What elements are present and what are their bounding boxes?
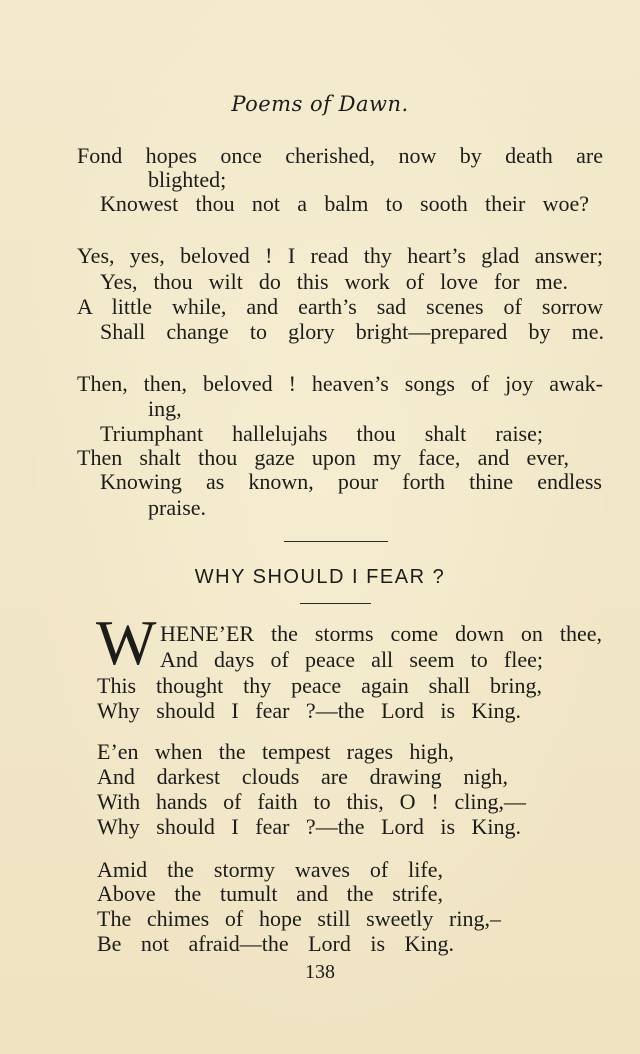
verse-line: With hands of faith to this, O ! cling,— bbox=[97, 789, 526, 814]
verse-line: praise. bbox=[148, 495, 207, 520]
title-rule bbox=[300, 603, 371, 604]
verse-line: Yes, yes, beloved ! I read thy heart’s glad answer; bbox=[77, 243, 603, 268]
verse-line: Be not afraid—the Lord is King. bbox=[97, 931, 454, 956]
verse-line: Yes, thou wilt do this work of love for me. bbox=[100, 269, 568, 294]
verse-line: Then shalt thou gaze upon my face, and ever, bbox=[77, 445, 569, 470]
verse-line: This thought thy peace again shall bring, bbox=[97, 673, 542, 698]
verse-line: And darkest clouds are drawing nigh, bbox=[97, 764, 508, 789]
page-number: 138 bbox=[305, 961, 335, 983]
verse-line: A little while, and earth’s sad scenes of sorrow bbox=[77, 294, 603, 319]
verse-line: Then, then, beloved ! heaven’s songs of joy awak- bbox=[77, 371, 603, 396]
verse-line: Fond hopes once cherished, now by death are bbox=[77, 143, 603, 168]
verse-line: Shall change to glory bright—prepared by me. bbox=[100, 319, 604, 344]
verse-line: And days of peace all seem to flee; bbox=[160, 647, 543, 672]
verse-line: Knowest thou not a balm to sooth their woe? bbox=[100, 191, 589, 216]
verse-line: Triumphant hallelujahs thou shalt raise; bbox=[100, 421, 543, 446]
verse-line: Why should I fear ?—the Lord is King. bbox=[97, 698, 521, 723]
verse-line: ing, bbox=[148, 396, 182, 421]
verse-line: E’en when the tempest rages high, bbox=[97, 739, 454, 764]
verse-line: Above the tumult and the strife, bbox=[97, 881, 443, 906]
verse-line: Why should I fear ?—the Lord is King. bbox=[97, 814, 521, 839]
running-head: Poems of Dawn. bbox=[231, 92, 409, 116]
verse-line: blighted; bbox=[148, 167, 227, 192]
verse-line: The chimes of hope still sweetly ring,– bbox=[97, 906, 501, 931]
drop-cap: W bbox=[96, 607, 157, 678]
poem-title: WHY SHOULD I FEAR ? bbox=[194, 566, 446, 588]
verse-line: Amid the stormy waves of life, bbox=[97, 857, 443, 882]
verse-line: Knowing as known, pour forth thine endless bbox=[100, 469, 602, 494]
verse-line: HENE’ER the storms come down on thee, bbox=[160, 621, 602, 646]
separator-rule bbox=[284, 541, 388, 542]
